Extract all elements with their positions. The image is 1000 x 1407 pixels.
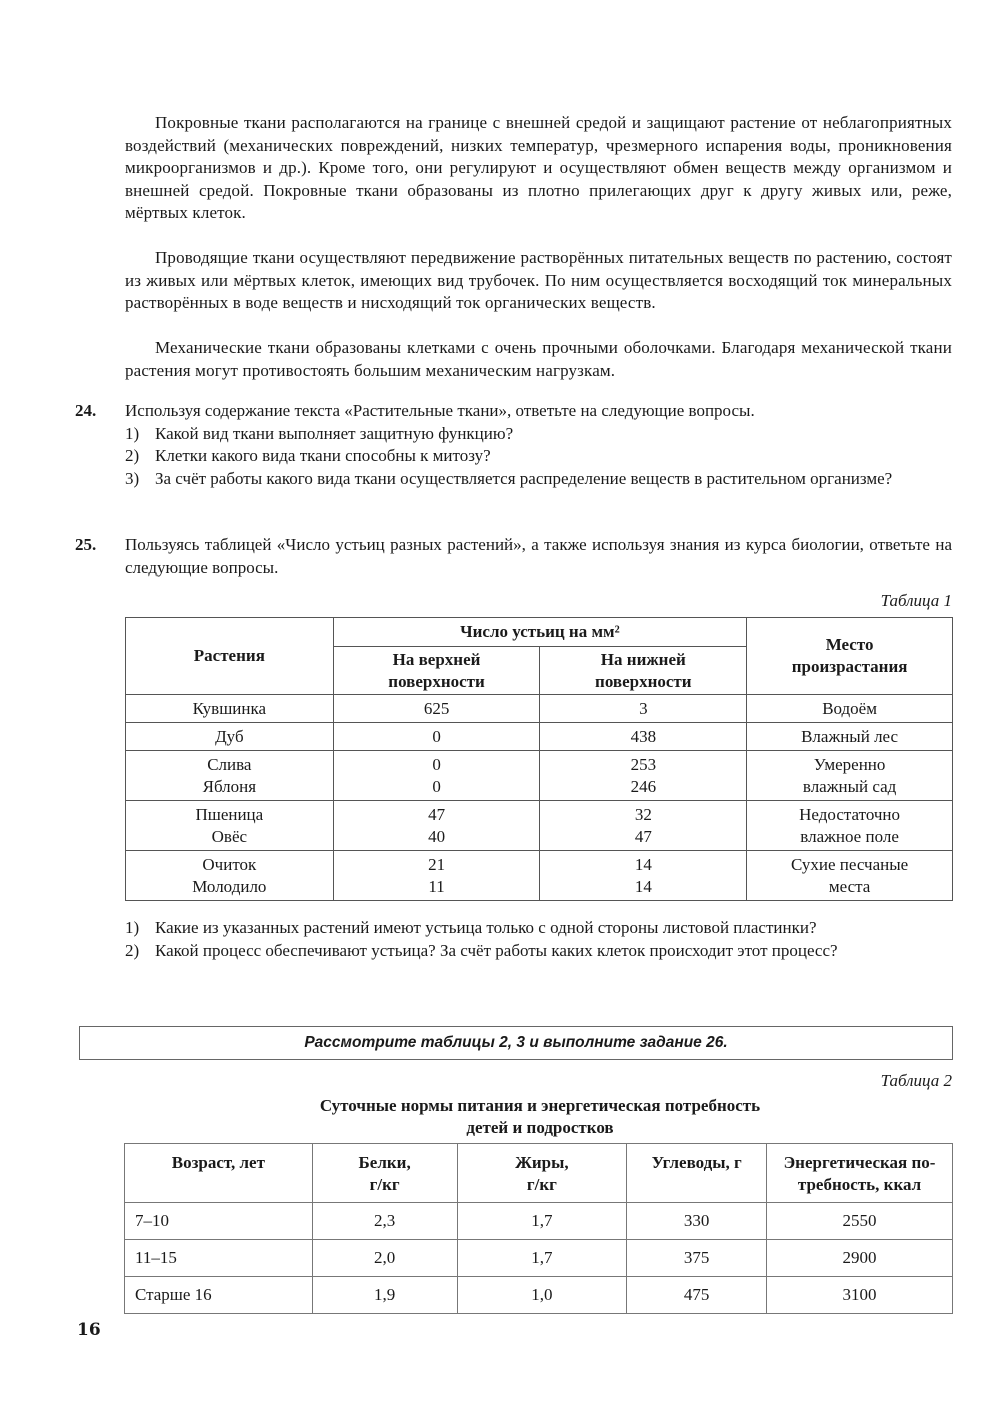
header-energy: Энергетическая по- требность, ккал [767,1144,953,1203]
table-row: Слива Яблоня 0 0 253 246 Умеренно влажный сад [126,751,953,801]
task-24 [75,400,952,490]
table-row: 11–15 2,0 1,7 375 2900 [125,1240,953,1277]
instruction-box: Рассмотрите таблицы 2, 3 и выполните задание 26. [79,1026,953,1060]
question-list [125,423,952,491]
header-fats: Жиры, г/кг [457,1144,627,1203]
stomata-table [125,617,953,901]
task-number: 25. [75,535,97,554]
question-item: 1) Какой вид ткани выполняет защитную функцию? [125,423,514,443]
task-25 [75,534,952,579]
page-number: 16 [77,1320,101,1340]
table-row: 7–10 2,3 1,7 330 2550 [125,1203,953,1240]
question-item: 2) Клетки какого вида ткани способны к митозу? [125,446,491,465]
table-row: Старше 16 1,9 1,0 475 3100 [125,1277,953,1314]
header-stomata: Число устьиц на мм² [333,618,747,647]
table2-caption: Таблица 2 [880,1071,952,1090]
question-item: 2) Какой процесс обеспечивают устьица? За счёт работы каких клеток происходит этот процесс? [125,940,838,960]
table-row: Кувшинка 625 3 Водоём [126,695,953,723]
header-plants: Растения [126,618,334,695]
table-row: Дуб 0 438 Влажный лес [126,723,953,751]
header-upper: На верхней поверхности [333,647,540,695]
task-text: Пользуясь таблицей «Число устьиц разных растений», а также используя знания из курса биологии, ответьте на следующие вопросы. [125,535,952,577]
table-row: Очиток Молодило 21 11 14 14 Сухие песчаные места [126,851,953,901]
question-list [125,917,952,962]
header-habitat: Место произрастания [747,618,953,695]
header-proteins: Белки, г/кг [312,1144,457,1203]
task-25-questions [75,917,952,962]
header-age: Возраст, лет [125,1144,313,1203]
table-header-row [125,1144,953,1203]
question-item: 1) Какие из указанных растений имеют устьица только с одной стороны листовой пластинки? [125,918,817,937]
paragraph-cover-tissue: Покровные ткани располагаются на границе с внешней средой и защищают растение от неблагоприятных воздействий (механических повреждений, низких температур, чрезмерного испарения воды, проникновения микроорганизмов и др.). Кроме того, они регулируют и осуществляют обмен веществ между организмом и внешней средой. Покровные ткани образованы из плотно прилегающих друг к другу живых или, реже, мёртвых клеток. [125,113,952,222]
header-lower: На нижней поверхности [540,647,747,695]
paragraph-mechanical-tissue: Механические ткани образованы клетками с очень прочными оболочками. Благодаря механической ткани растения могут противостоять большим механическим нагрузкам. [125,338,952,380]
question-item: 3) За счёт работы какого вида ткани осуществляется распределение веществ в растительном организме? [125,468,893,488]
header-carbs: Углеводы, г [627,1144,767,1203]
table-row: Пшеница Овёс 47 40 32 47 Недостаточно влажное поле [126,801,953,851]
table1-caption: Таблица 1 [880,591,952,610]
nutrition-table [124,1143,953,1314]
task-number: 24. [75,401,97,420]
table2-title: Суточные нормы питания и энергетическая потребность детей и подростков [319,1096,761,1137]
paragraph-conductive-tissue: Проводящие ткани осуществляют передвижение растворённых питательных веществ по растению, состоят из живых или мёртвых клеток, имеющих вид трубочек. По ним осуществляется восходящий ток минеральных растворённых в воде веществ и нисходящий ток органических веществ. [125,248,952,312]
task-text: Используя содержание текста «Растительные ткани», ответьте на следующие вопросы. [125,401,755,420]
